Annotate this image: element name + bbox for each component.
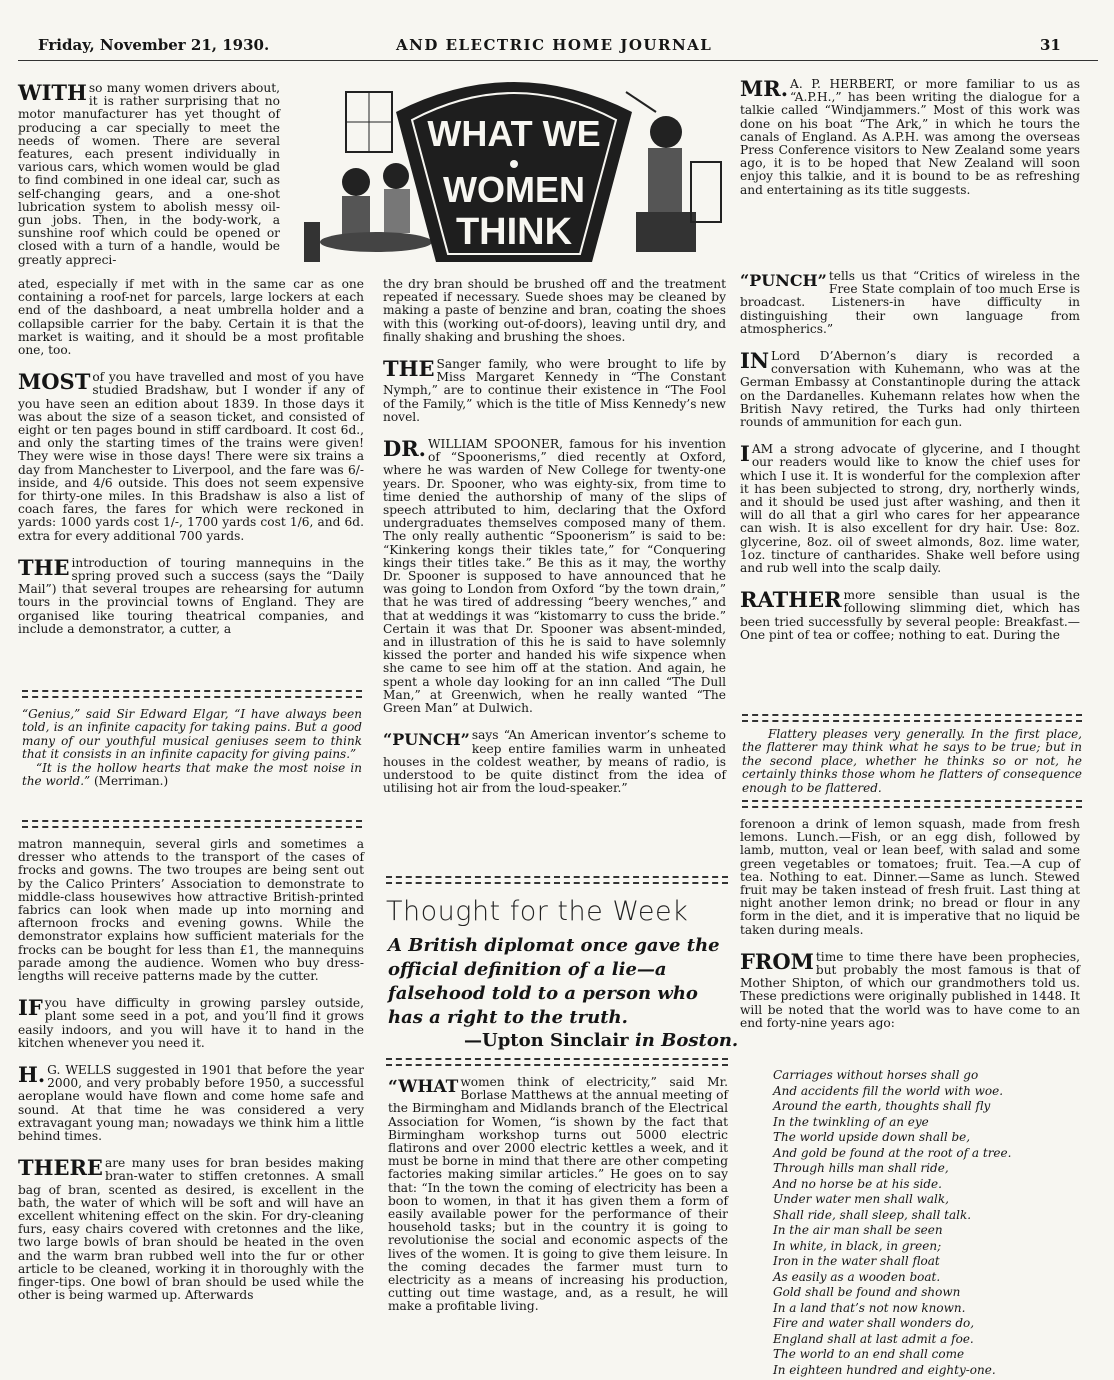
mother-shipton-poem bbox=[773, 1068, 1093, 1378]
page-number: 31 bbox=[1040, 36, 1061, 54]
woman-figure-2 bbox=[383, 163, 409, 189]
thought-author: —Upton Sinclair bbox=[464, 1030, 629, 1051]
woman-figure-3 bbox=[650, 116, 682, 148]
shipton-text: time to time there have been prophecies, but probably the most famous is that of Mother Shipton, of which our grandmothers told us. These predictions were originally published in 1448. It will be noted that the world was to have come to an end forty-nine years ago: bbox=[740, 949, 1080, 1030]
wells-text: G. WELLS suggested in 1901 that before the year 2000, and very probably before 1950, a successful aeroplane would have flown and come home safe and sound. At that time he was considered a very extravagant young man; nowadays we think him a little behind times. bbox=[18, 1063, 364, 1144]
mannequins-text-a: introduction of touring mannequins in the spring proved such a success (says the “Daily Mail”) that several troupes are rehearsing for autumn tours in the provincial towns of England. They are organised like touring theatrical companies, and include a demonstrator, a cutter, a bbox=[18, 555, 364, 636]
parsley-text: you have difficulty in growing parsley outside, plant some seed in a pot, and you’ll find it grows easily indoors, and you will have it to hand in the kitchen whenever you need it. bbox=[18, 996, 364, 1050]
poem-line: England shall at last admit a foe. bbox=[773, 1331, 974, 1346]
journal-title: AND ELECTRIC HOME JOURNAL bbox=[396, 36, 713, 54]
header-rule bbox=[18, 60, 1098, 61]
poem-line: Carriages without horses shall go bbox=[773, 1068, 979, 1082]
drop-lead: I bbox=[740, 441, 750, 467]
banner-line-3: THINK bbox=[455, 211, 573, 253]
drop-lead: “PUNCH” bbox=[740, 271, 827, 290]
drop-lead: “WHAT bbox=[388, 1077, 459, 1097]
electricity-text: women think of electricity,” said Mr. Borlase Matthews at the annual meeting of the Birmingham and Midlands branch of the Electrical Association for Women, “is shown by the fact that Birmingham workshop turns out 5000 electric flatirons and over 2000 electric kettles a week, and it must be borne in mind that there are other competing factories making similar articles.” He goes on to say that: “In the town the coming of electricity has been a boon to women, in that it has given them a form of easily available power for the performance of their household tasks; but in the country it is going to revolutionise the social and economic aspects of the lives of the women. It is going to give them leisure. In the coming decades the farmer must turn to electricity as a means of increasing his production, cutting out time wastage, and, as a result, he will make a profitable living. bbox=[388, 1075, 728, 1314]
bran-continued: the dry bran should be brushed off and the treatment repeated if necessary. Suede shoes may be cleaned by making a paste of benzine and bran, coating the shoes with this (working out-of-doors), leaving until dry, and finally shaking and brushing the shoes. bbox=[383, 277, 726, 344]
dabernon-text: Lord D’Abernon’s diary is recorded a conversation with Kuhemann, who was at the German Embassy at Constantinople during the attack on the Dardanelles. Kuhemann relates how when the British Navy retired, the Turks had only thirteen rounds of ammunition for each gun. bbox=[740, 349, 1080, 430]
mannequins-text-b: matron mannequin, several girls and sometimes a dresser who attends to the transport of the cases of frocks and gowns. The two troupes are being sent out by the Calico Printers’ Association to demonstrate to middle-class housewives how attractive British-printed fabrics can look when made up into morning and afternoon frocks and evening gowns. While the demonstrator explains how sufficient materials for the frocks can be bought for less than £1, the mannequins parade among the audience. Women who buy dress-lengths will receive patterns made by the cutter. bbox=[18, 837, 364, 984]
drop-lead: MOST bbox=[18, 369, 91, 395]
spooner-text: WILLIAM SPOONER, famous for his invention of “Spoonerisms,” died recently at Oxford, where he was warden of New College for twenty-one years. Dr. Spooner, who was eighty-six, from time to time denied the authorship of many of the slips of speech attributed to him, declaring that the Oxford undergraduates themselves composed many of them. The only really authentic “Spoonerism” is said to be: “Kinkering kongs their tikles tate,” for “Conquering kings their titles take.” Be this as it may, the worthy Dr. Spooner is supposed to have announced that he was going to London from Oxford “by the town drain,” that he was tired of addressing “beery wenches,” and that at weddings it was “kistomarry to cuss the bride.” Certain it was that Dr. Spooner was absent-minded, and in illustration of this he is said to have solemnly kissed the porter and handed his wife sixpence when she came to see him off at the station. And again, he spent a whole day looking for an inn called “The Dull Man,” at Greenwich, when he really wanted “The Green Man” at Dulwich. bbox=[383, 437, 726, 716]
poem-line: Under water men shall walk, bbox=[773, 1192, 949, 1206]
woman-figure-1 bbox=[342, 168, 370, 196]
divider bbox=[742, 714, 1082, 722]
poem-line: In the air man shall be seen bbox=[773, 1223, 943, 1237]
sanger-text: Sanger family, who were brought to life by Miss Margaret Kennedy in “The Constant Nymph,” are to continue their existence in “The Fool of the Family,” which is the title of Miss Kennedy’s new novel. bbox=[383, 357, 726, 424]
diet-text-b: forenoon a drink of lemon squash, made from fresh lemons. Lunch.—Fish, or an egg dish, followed by lamb, mutton, veal or lean beef, with salad and some green vegetables or tomatoes; fruit. Tea.—A cup of tea. Nothing to eat. Dinner.—Same as lunch. Stewed fruit may be taken instead of fresh fruit. Last thing at night another lemon drink; no bread or flour in any form in the diet, and it is imperative that no liquid be taken during meals. bbox=[740, 817, 1080, 937]
drop-lead: FROM bbox=[740, 948, 814, 974]
banner-line-1: WHAT WE bbox=[427, 113, 601, 154]
poem-line: Iron in the water shall float bbox=[773, 1254, 940, 1268]
thought-for-the-week-body: A British diplomat once gave the official definition of a lie—a falsehood told to a person who has a right to the truth. bbox=[388, 935, 720, 1028]
column-1 bbox=[18, 278, 364, 647]
drop-lead: H. bbox=[18, 1062, 46, 1088]
drop-lead: RATHER bbox=[740, 587, 842, 613]
poem-line: Through hills man shall ride, bbox=[773, 1161, 949, 1175]
cars-text-b: ated, especially if met with in the same car as one containing a roof-net for parcels, large lockers at each end of the dashboard, a neat umbrella holder and a collapsible carrier for the baby. Certain it is that the market is waiting, and it should be a most profitable one, too. bbox=[18, 277, 364, 358]
bran-text: are many uses for bran besides making bran-water to stiffen cretonnes. A small bag of bran, scented as desired, is excellent in the bath, the water of which will be soft and will have an excellent whitening effect on the skin. For dry-cleaning furs, easy chairs covered with cretonnes and the like, two large bowls of bran should be heated in the oven and the warm bran rubbed well into the fur or other article to be cleaned, working it in thoroughly with the finger-tips. One bowl of bran should be used while the other is being warmed up. Afterwards bbox=[18, 1156, 364, 1303]
poem-line: And no horse be at his side. bbox=[773, 1176, 942, 1191]
drop-lead: “PUNCH” bbox=[383, 730, 470, 750]
poem-line: Fire and water shall wonders do, bbox=[773, 1316, 975, 1330]
divider bbox=[742, 800, 1082, 808]
merriman-quote-text: “It is the hollow hearts that make the most noise in the world.” bbox=[22, 760, 362, 789]
divider bbox=[386, 1058, 728, 1066]
drop-lead: DR. bbox=[383, 436, 426, 462]
poem-line: In the twinkling of an eye bbox=[773, 1114, 929, 1129]
column-1-lower bbox=[18, 838, 364, 1314]
banner-line-2: WOMEN bbox=[443, 169, 585, 210]
punch-radio-text: says “An American inventor’s scheme to keep entire families warm in unheated houses in the coldest weather, by means of radio, is understood to be quite distinct from the idea of utilising hot air from the loud-speaker.” bbox=[383, 728, 726, 796]
drop-lead: IF bbox=[18, 995, 43, 1021]
elgar-quote bbox=[22, 708, 362, 788]
what-we-women-think-banner bbox=[296, 72, 732, 268]
poem-line: The world upside down shall be, bbox=[773, 1130, 971, 1144]
poem-line: In white, in black, in green; bbox=[773, 1238, 942, 1253]
cars-article-start bbox=[18, 82, 280, 278]
flattery-quote bbox=[742, 728, 1082, 795]
drop-lead: THE bbox=[18, 554, 70, 580]
drop-lead: WITH bbox=[18, 80, 87, 105]
divider bbox=[22, 820, 362, 828]
poem-line: The world to an end shall come bbox=[773, 1347, 965, 1361]
thought-for-the-week-title: Thought for the Week bbox=[386, 896, 689, 927]
poem-line: And gold be found at the root of a tree. bbox=[773, 1145, 1012, 1160]
poem-line: And accidents fill the world with woe. bbox=[773, 1083, 1004, 1098]
issue-date: Friday, November 21, 1930. bbox=[38, 36, 270, 54]
column-2 bbox=[383, 278, 726, 806]
electricity-article bbox=[388, 1076, 728, 1325]
column-3 bbox=[740, 270, 1080, 653]
poem-line: Shall ride, shall sleep, shall talk. bbox=[773, 1207, 972, 1222]
herbert-text: A. P. HERBERT, or more familiar to us as “A.P.H.,” has been writing the dialogue for a talkie called “Windjammers.” Most of this work was done on his boat “The Ark,” in which he tours the canals of England. As A.P.H. was among the overseas Press Conference visitors to New Zealand some years ago, it is to be hoped that New Zealand will soon enjoy this talkie, and it is bound to be as refreshing and entertaining as its title suggests. bbox=[740, 77, 1080, 197]
herbert-article bbox=[740, 78, 1080, 208]
poem-line: As easily as a wooden boat. bbox=[773, 1269, 941, 1284]
merriman-attribution: (Merriman.) bbox=[94, 774, 169, 789]
poem-line: Around the earth, thoughts shall fly bbox=[773, 1099, 991, 1113]
drop-lead: THERE bbox=[18, 1155, 103, 1181]
thought-attribution bbox=[464, 1030, 738, 1051]
divider bbox=[386, 876, 728, 884]
diet-text-a: more sensible than usual is the following slimming diet, which has been tried successfully by several people: Breakfast.—One pint of tea or coffee; nothing to eat. During the bbox=[740, 588, 1080, 642]
table-illustration bbox=[320, 232, 432, 252]
punch-erse-text: tells us that “Critics of wireless in the Free State complain of too much Erse is broadcast. Listeners-in have difficulty in distinguishing their own language from atmospherics.” bbox=[740, 269, 1080, 336]
column-3-lower bbox=[740, 818, 1080, 1041]
elgar-quote-text: “Genius,” said Sir Edward Elgar, “I have always been told, is an infinite capacity for taking pains. But a good many of our youthful musical geniuses seem to think that it consists in an infinite capacity for giving pains.” bbox=[22, 707, 362, 762]
flattery-quote-text: Flattery pleases very generally. In the first place, the flatterer may think what he says to be true; but in the second place, whether he thinks so or not, he certainly thinks those whom he flatters of consequence enough to be flattered. bbox=[742, 727, 1082, 795]
glycerine-text: AM a strong advocate of glycerine, and I thought our readers would like to know the chief uses for which I use it. It is wonderful for the complexion after it has been subjected to strong, dry, northerly winds, and it should be used just after washing, and then it will do all that a girl who cares for her appearance can wish. It is also excellent for dry hair. Use: 8oz. glycerine, 8oz. oil of sweet almonds, 8oz. lime water, 1oz. tincture of cantharides. Shake well before using and rub well into the scalp daily. bbox=[740, 442, 1080, 576]
divider bbox=[22, 690, 362, 698]
poem-line: Gold shall be found and shown bbox=[773, 1285, 961, 1299]
drop-lead: THE bbox=[383, 356, 435, 382]
poem-line: In eighteen hundred and eighty-one. bbox=[773, 1362, 996, 1377]
poem-line: In a land that’s not now known. bbox=[773, 1300, 966, 1315]
thought-place: in Boston. bbox=[634, 1030, 739, 1051]
drop-lead: MR. bbox=[740, 76, 789, 101]
bradshaw-text: of you have travelled and most of you have studied Bradshaw, but I wonder if any of you have seen an edition about 1839. In those days it was about the size of a season ticket, and consisted of eight or ten pages bound in stiff cardboard. It cost 6d., and only the starting times of the trains were given! They were wise in those days! There were six trains a day from Manchester to Liverpool, and the fare was 6/- inside, and 4/6 outside. This does not seem expensive for thirty-one miles. In this Bradshaw is also a list of coach fares, the fares for which were reckoned in yards: 1000 yards cost 1/-, 1700 yards cost 1/6, and 6d. extra for every additional 700 yards. bbox=[18, 370, 364, 543]
page-header bbox=[18, 34, 1098, 58]
cars-text-a: so many women drivers about, it is rather surprising that no motor manufacturer has yet thought of producing a car specially to meet the needs of women. There are several features, each present individually in various cars, which women would be glad to find combined in one ideal car, such as self-changing gears, and a one-shot lubrication system to abolish messy oil-gun jobs. Then, in the body-work, a sunshine roof which could be opened or closed with a turn of a handle, would be greatly appreci- bbox=[18, 81, 280, 267]
drop-lead: IN bbox=[740, 348, 770, 374]
